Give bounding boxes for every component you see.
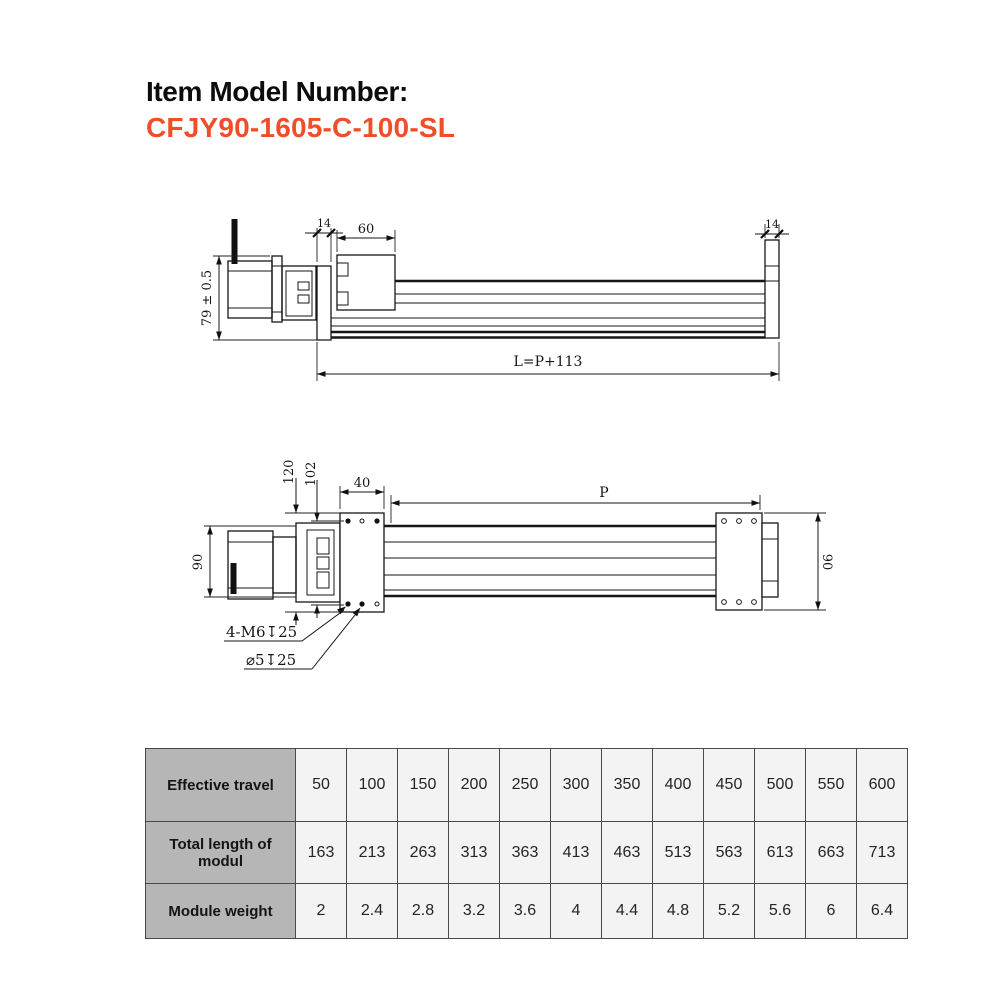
cell: 463: [602, 822, 653, 884]
cell: 6: [806, 884, 857, 939]
hole-callout-label: ⌀5↧25: [246, 651, 297, 669]
cell: 50: [296, 749, 347, 822]
slider-side: [337, 255, 395, 310]
cell: 400: [653, 749, 704, 822]
end-plate-side: [765, 240, 779, 338]
cell: 450: [704, 749, 755, 822]
cell: 2.8: [398, 884, 449, 939]
cell: 663: [806, 822, 857, 884]
cell: 5.6: [755, 884, 806, 939]
dim-label-14-right: 14: [765, 218, 779, 231]
cell: 150: [398, 749, 449, 822]
cell: 5.2: [704, 884, 755, 939]
cell: 2.4: [347, 884, 398, 939]
dim-label-P: P: [599, 485, 609, 501]
cell: 613: [755, 822, 806, 884]
cell: 263: [398, 822, 449, 884]
cell: 550: [806, 749, 857, 822]
dim-label-90-left: 90: [191, 553, 206, 571]
mount-plate-side: [317, 266, 331, 340]
dim-label-40: 40: [353, 476, 371, 491]
drawing-top-view: [191, 460, 834, 669]
dim-label-120: 120: [282, 459, 297, 485]
dim-label-total-length: L=P+113: [513, 354, 583, 370]
motor-flange-top: [273, 537, 296, 593]
table-row-module-weight: [146, 884, 908, 939]
dim-body-height: [200, 256, 331, 340]
table-row-total-length: [146, 822, 908, 884]
coupling-housing-side: [282, 266, 316, 320]
dim-label-60: 60: [357, 222, 375, 237]
rail-top: [384, 526, 716, 596]
slider-top: [340, 513, 384, 612]
coupling-housing-top: [296, 523, 340, 602]
cell: 563: [704, 822, 755, 884]
dim-effective-travel: [391, 485, 760, 523]
page-title: Item Model Number:: [146, 76, 408, 107]
cell: 3.2: [449, 884, 500, 939]
cell: 713: [857, 822, 908, 884]
cell: 200: [449, 749, 500, 822]
row-label: Module weight: [146, 884, 296, 939]
row-label: Total length of modul: [146, 822, 296, 884]
dim-total-length: [317, 342, 779, 381]
motor-cable: [232, 219, 238, 264]
motor-top: [228, 531, 296, 599]
model-number: CFJY90-1605-C-100-SL: [146, 112, 456, 143]
row-label: Effective travel: [146, 749, 296, 822]
spec-table: [145, 748, 908, 939]
cell: 413: [551, 822, 602, 884]
dim-end-plate-width: [755, 218, 789, 238]
thread-callout-label: 4-M6↧25: [226, 623, 298, 641]
table-row-effective-travel: [146, 749, 908, 822]
cell: 2: [296, 884, 347, 939]
dim-label-102: 102: [304, 461, 319, 487]
cell: 3.6: [500, 884, 551, 939]
cell: 213: [347, 822, 398, 884]
cell: 313: [449, 822, 500, 884]
dim-label-height: 79 ± 0.5: [200, 269, 215, 327]
motor-cable-top: [231, 563, 237, 594]
end-block-top: [716, 513, 762, 610]
rail-side: [331, 281, 765, 338]
cell: 363: [500, 822, 551, 884]
dim-slider-top-width: [340, 476, 384, 509]
dim-label-90-right: 90: [819, 553, 834, 571]
drawing-side-view: [200, 217, 789, 381]
cell: 300: [551, 749, 602, 822]
end-cap-top: [762, 523, 778, 597]
motor-side: [228, 219, 282, 322]
cell: 4.8: [653, 884, 704, 939]
dim-label-14-left: 14: [317, 217, 331, 230]
cell: 500: [755, 749, 806, 822]
cell: 513: [653, 822, 704, 884]
cell: 6.4: [857, 884, 908, 939]
cell: 100: [347, 749, 398, 822]
cell: 4: [551, 884, 602, 939]
cell: 600: [857, 749, 908, 822]
dim-slider-length: [337, 222, 395, 252]
cell: 350: [602, 749, 653, 822]
cell: 250: [500, 749, 551, 822]
cell: 163: [296, 822, 347, 884]
cell: 4.4: [602, 884, 653, 939]
